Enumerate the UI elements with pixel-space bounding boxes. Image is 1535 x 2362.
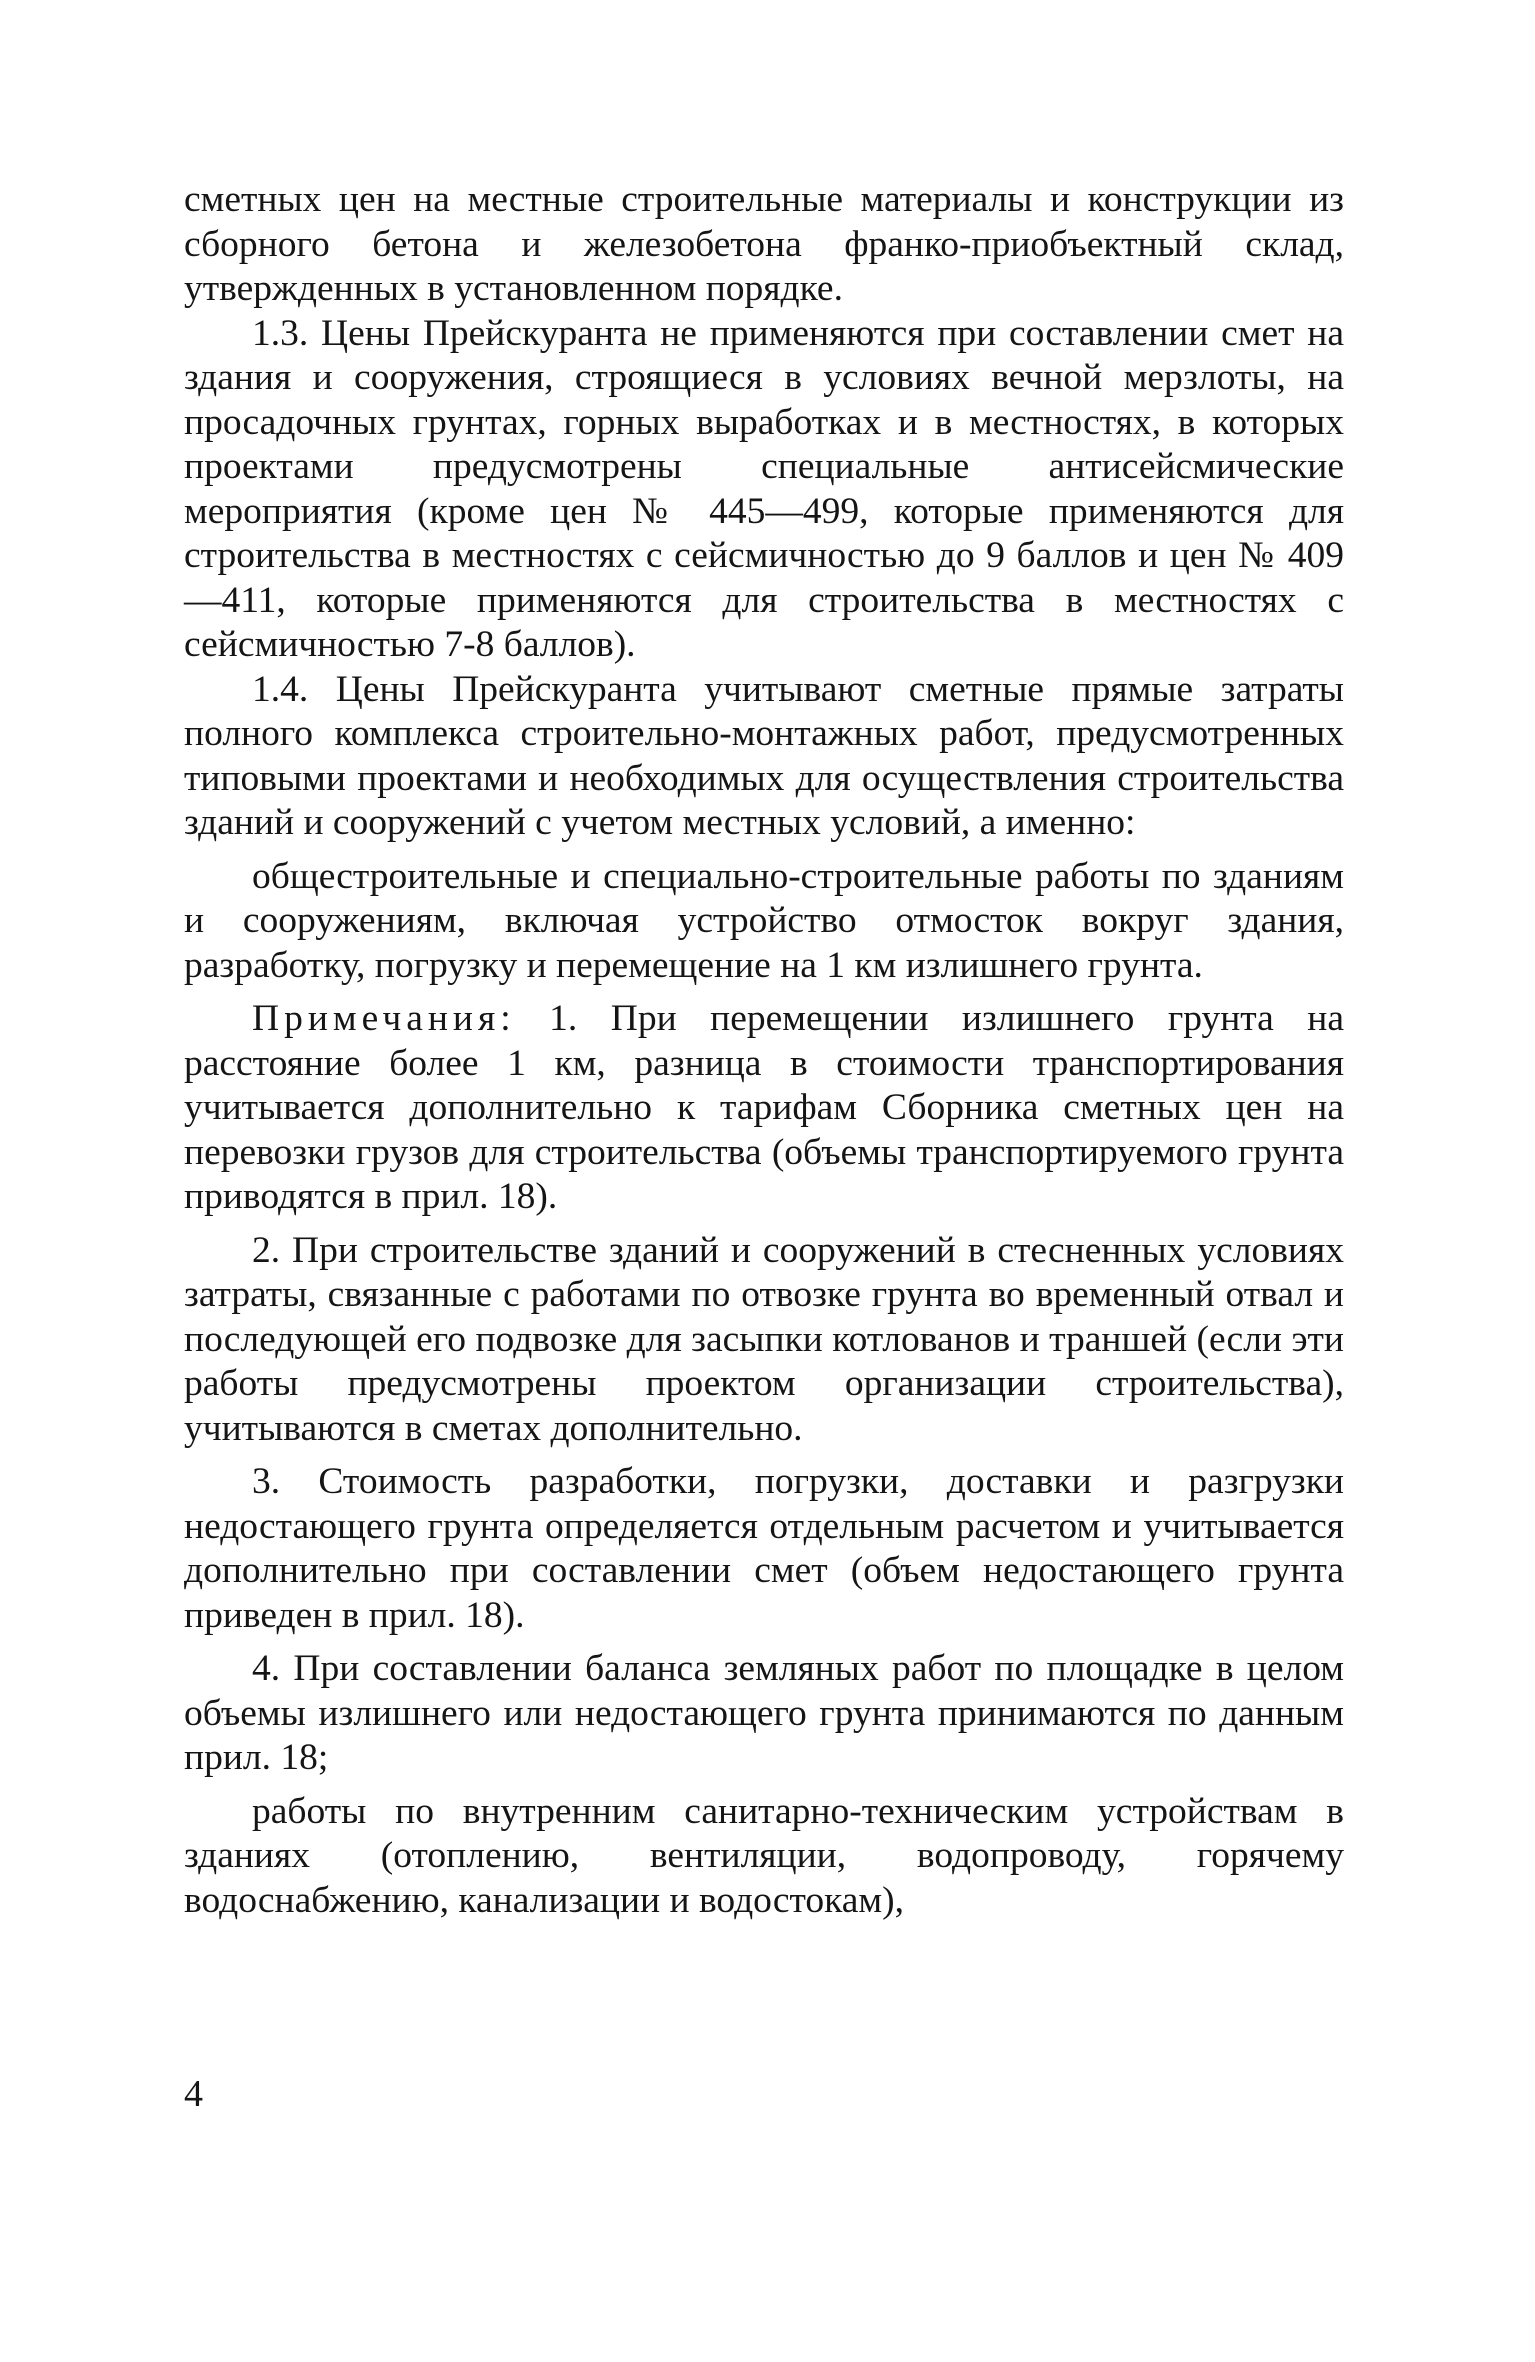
page-number: 4 xyxy=(184,2073,203,2115)
note-4: 4. При составлении баланса земляных работ по площадке в целом объемы излишнего или недостающего грунта принимаются по данным прил. 18; xyxy=(184,1648,1344,1778)
document-page xyxy=(184,178,1344,1923)
note-3: 3. Стоимость разработки, погрузки, доставки и разгрузки недостающего грунта определяется отдельным расчетом и учитывается дополнительно при составлении смет (объем недостающего грунта приведен в прил. 18). xyxy=(184,1461,1344,1636)
paragraph-1-4 xyxy=(184,668,1344,846)
paragraph-sanitary-works: работы по внутренним санитарно-техническим устройствам в зданиях (отоплению, вентиляции, водопроводу, горячему водоснабжению, канализации и водостокам), xyxy=(184,1790,1344,1921)
clause-text: Цены Прейскуранта учитывают сметные прямые затраты полного комплекса строительно-монтажных работ, предусмотренных типовыми проектами и необходимых для осуществления строительства зданий и сооружений с учетом местных условий, а именно: xyxy=(184,668,1345,843)
paragraph-continuation: сметных цен на местные строительные материалы и конструкции из сборного бетона и железобетона франко-приобъектный склад, утвержденных в установленном порядке. xyxy=(184,179,1344,309)
note-1 xyxy=(184,997,1344,1220)
clause-number: 1.4. xyxy=(252,668,309,710)
note-text: 1. При перемещении излишнего грунта на расстояние более 1 км, разница в стоимости транспортирования учитывается дополнительно к тарифам Сборника сметных цен на перевозки грузов для строительства (объемы транспортируемого грунта приводятся в прил. 18). xyxy=(184,998,1344,1217)
clause-text: Цены Прейскуранта не применяются при составлении смет на здания и сооружения, строящиеся в условиях вечной мерзлоты, на просадочных грунтах, горных выработках и в местностях, в которых проектами предусмотрены специальные антисейсмические мероприятия (кроме цен № 445—499, которые применяются для строительства в местностях с сейсмичностью до 9 баллов и цен № 409—411, которые применяются для строительства в местностях с сейсмичностью 7-8 баллов). xyxy=(184,312,1344,665)
clause-number: 1.3. xyxy=(252,312,309,354)
notes-label: Примечания: xyxy=(252,998,516,1039)
paragraph-1-3 xyxy=(184,312,1344,668)
note-2: 2. При строительстве зданий и сооружений в стесненных условиях затраты, связанные с работами по отвозке грунта во временный отвал и последующей его подвозке для засыпки котлованов и траншей (если эти работы предусмотрены проектом организации строительства), учитываются в сметах дополнительно. xyxy=(184,1229,1344,1449)
paragraph-general-works: общестроительные и специально-строительные работы по зданиям и сооружениям, включая устройство отмосток вокруг здания, разработку, погрузку и перемещение на 1 км излишнего грунта. xyxy=(184,855,1344,986)
